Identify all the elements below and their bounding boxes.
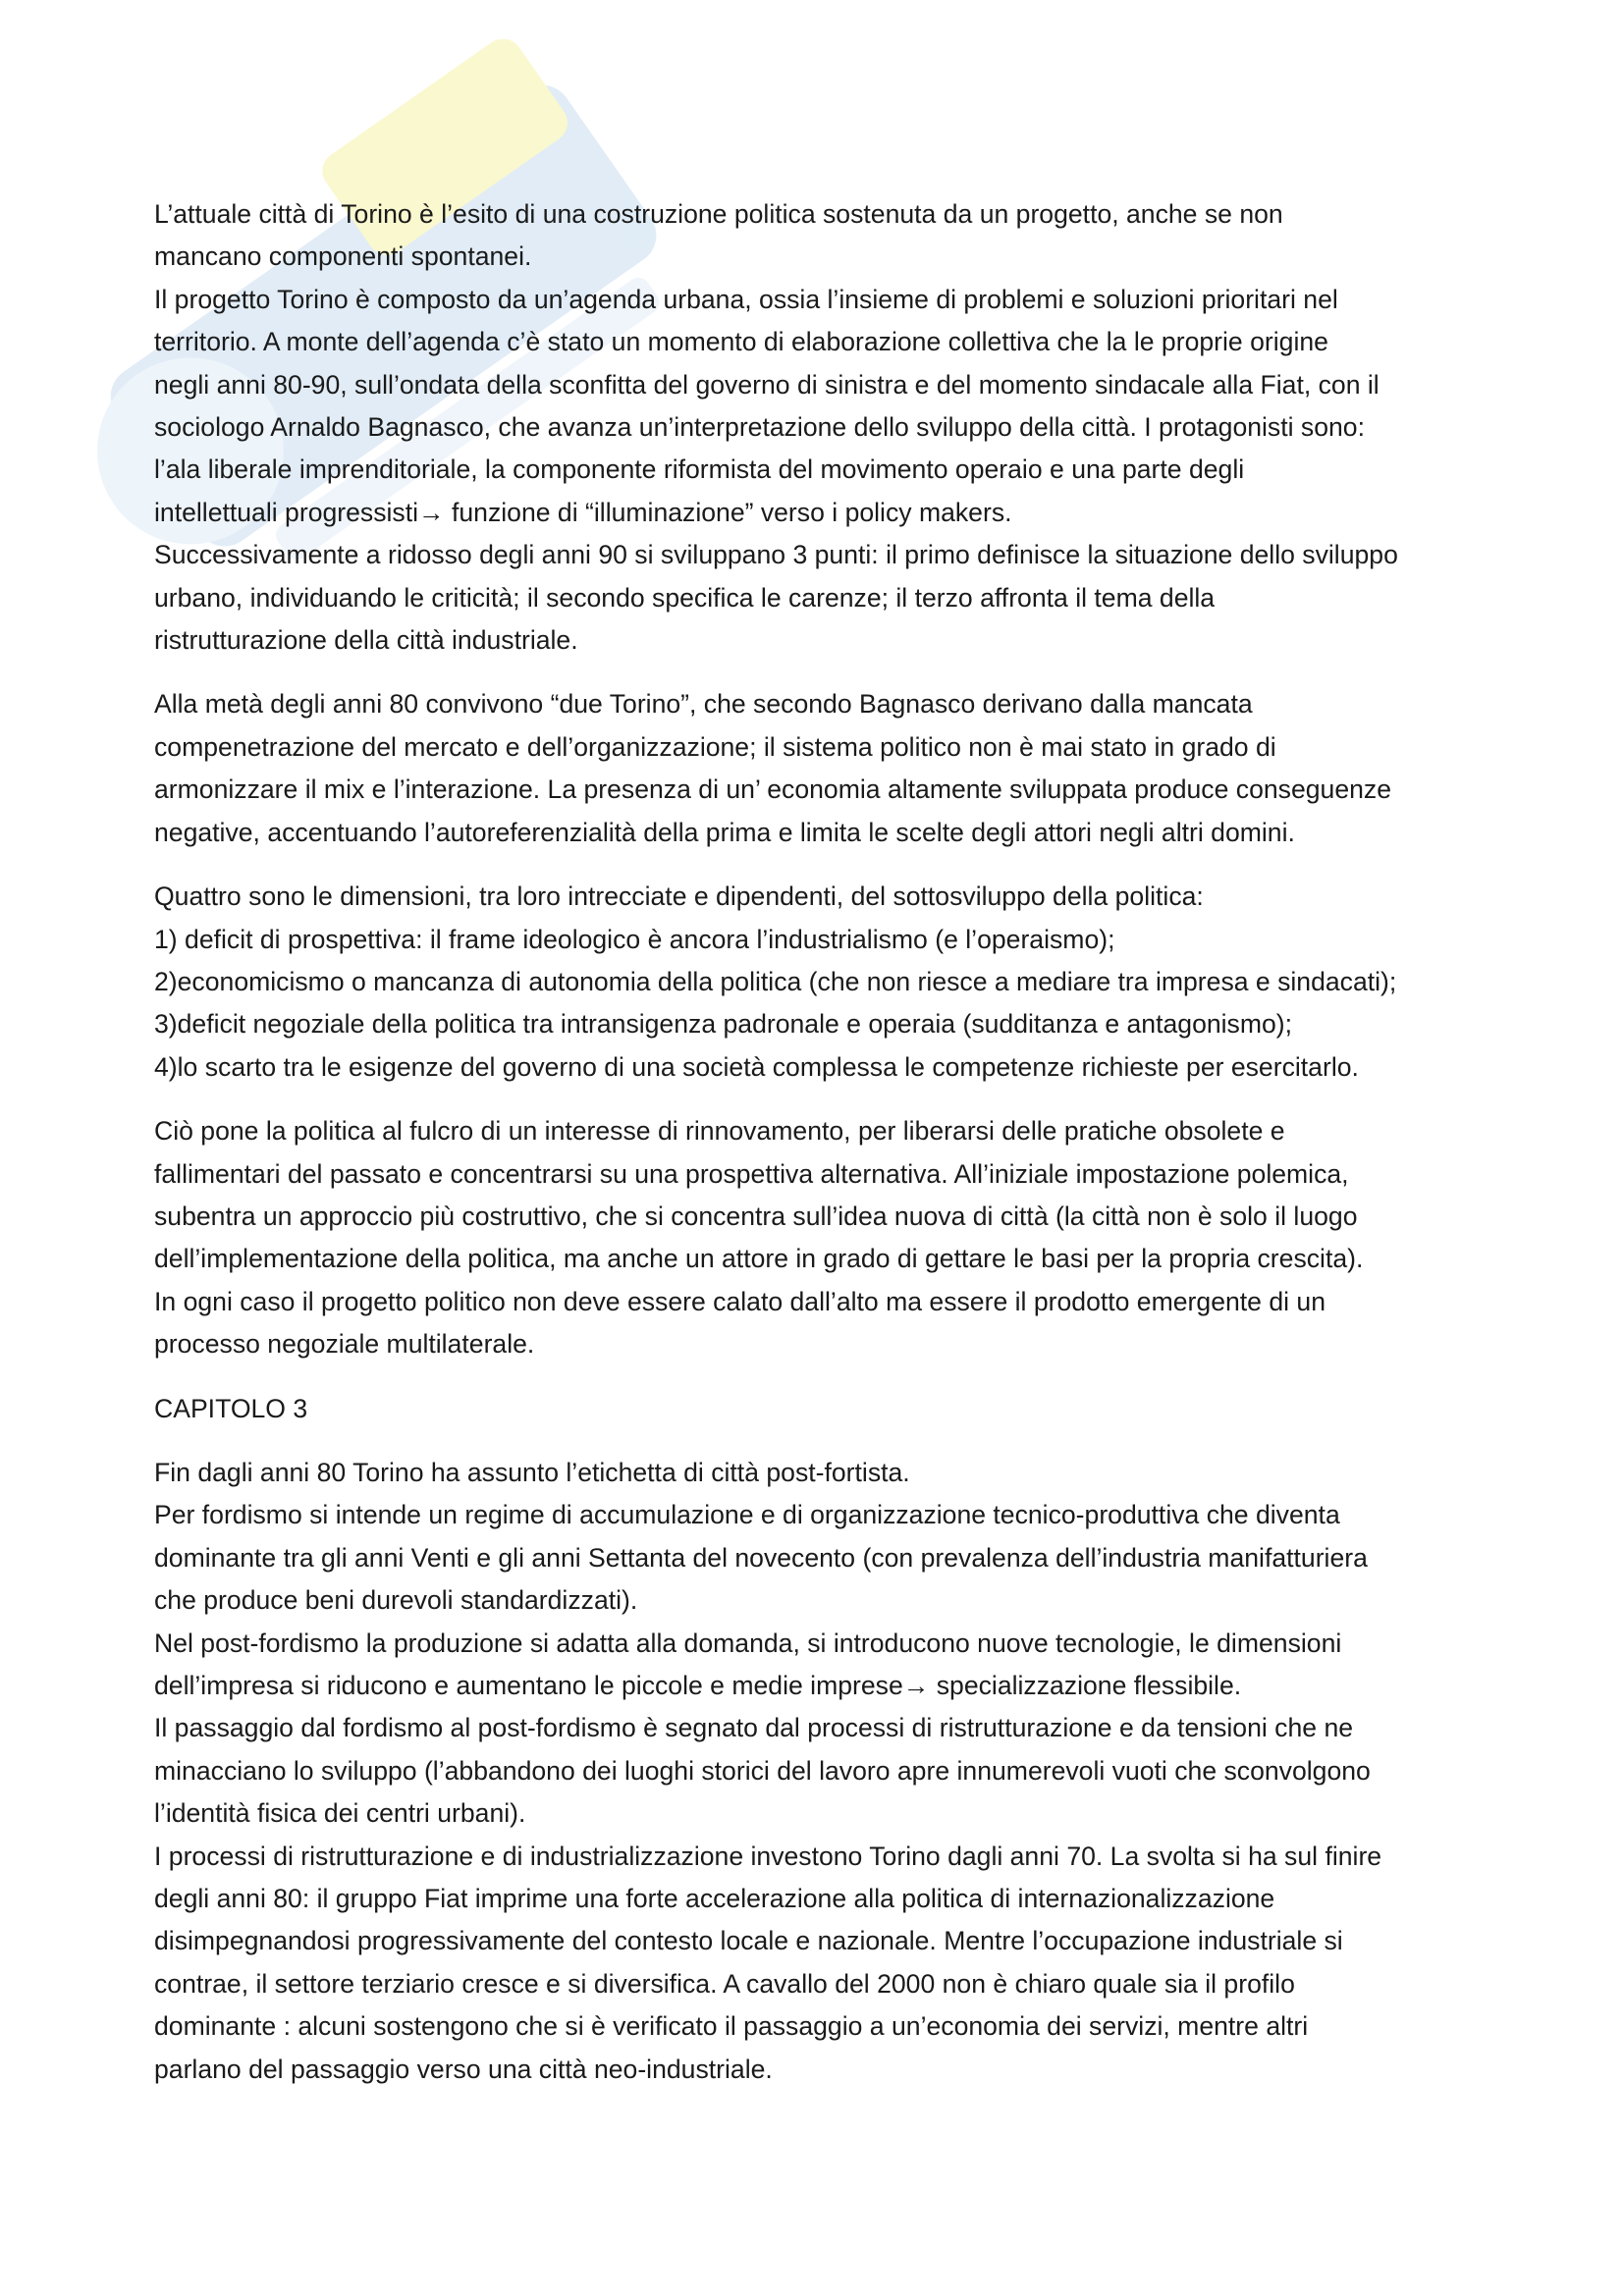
text-line: mancano componenti spontanei. [154, 241, 532, 272]
text-line: processo negoziale multilaterale. [154, 1329, 535, 1360]
text-line: Ciò pone la politica al fulcro di un interesse di rinnovamento, per liberarsi delle pratiche obsolete e [154, 1116, 1285, 1147]
text-line: 3)deficit negoziale della politica tra intransigenza padronale e operaia (sudditanza e antagonismo); [154, 1009, 1293, 1040]
text-line: parlano del passaggio verso una città neo-industriale. [154, 2054, 773, 2084]
text-line: disimpegnandosi progressivamente del contesto locale e nazionale. Mentre l’occupazione industriale si [154, 1926, 1343, 1956]
text-line: Alla metà degli anni 80 convivono “due Torino”, che secondo Bagnasco derivano dalla mancata [154, 689, 1253, 720]
text-line: fallimentari del passato e concentrarsi su una prospettiva alternativa. All’iniziale impostazione polemica, [154, 1158, 1349, 1189]
text-line: L’attuale città di Torino è l’esito di una costruzione politica sostenuta da un progetto, anche se non [154, 199, 1283, 229]
text-line: che produce beni durevoli standardizzati). [154, 1585, 638, 1616]
text-line: l’identità fisica dei centri urbani). [154, 1798, 526, 1829]
text-line: 1) deficit di prospettiva: il frame ideologico è ancora l’industrialismo (e l’operaismo); [154, 924, 1115, 954]
paragraph [154, 1110, 1480, 1365]
text-line: dominante : alcuni sostengono che si è verificato il passaggio a un’economia dei servizi, mentre altri [154, 2011, 1309, 2042]
text-line: Successivamente a ridosso degli anni 90 si sviluppano 3 punti: il primo definisce la situazione dello sviluppo [154, 540, 1398, 570]
text-line: In ogni caso il progetto politico non deve essere calato dall’alto ma essere il prodotto emergente di un [154, 1286, 1326, 1316]
paragraph [154, 683, 1480, 854]
text-line: Il progetto Torino è composto da un’agenda urbana, ossia l’insieme di problemi e soluzioni prioritari nel [154, 284, 1338, 314]
text-line: degli anni 80: il gruppo Fiat imprime una forte accelerazione alla politica di internazionalizzazione [154, 1884, 1275, 1914]
text-line: 2)economicismo o mancanza di autonomia della politica (che non riesce a mediare tra impresa e sindacati); [154, 966, 1397, 996]
text-line: territorio. A monte dell’agenda c’è stato un momento di elaborazione collettiva che la le proprie origine [154, 327, 1328, 357]
text-line: Il passaggio dal fordismo al post-fordismo è segnato dal processi di ristrutturazione e da tensioni che ne [154, 1713, 1354, 1743]
paragraph [154, 876, 1480, 1089]
text-line: contrae, il settore terziario cresce e si diversifica. A cavallo del 2000 non è chiaro quale sia il profilo [154, 1968, 1295, 1999]
text-line: Nel post-fordismo la produzione si adatta alla domanda, si introducono nuove tecnologie, le dimensioni [154, 1628, 1342, 1658]
text-line: Fin dagli anni 80 Torino ha assunto l’etichetta di città post-fortista. [154, 1457, 910, 1487]
text-line: Quattro sono le dimensioni, tra loro intrecciate e dipendenti, del sottosviluppo della politica: [154, 881, 1204, 912]
text-line: compenetrazione del mercato e dell’organizzazione; il sistema politico non è mai stato in grado di [154, 731, 1276, 762]
text-line: Per fordismo si intende un regime di accumulazione e di organizzazione tecnico-produttiva che diventa [154, 1500, 1340, 1530]
document-body [154, 193, 1480, 2112]
text-line: sociologo Arnaldo Bagnasco, che avanza un’interpretazione dello sviluppo della città. I protagonisti sono: [154, 412, 1365, 443]
text-line: negli anni 80-90, sull’ondata della sconfitta del governo di sinistra e del momento sindacale alla Fiat, con il [154, 369, 1380, 400]
paragraph [154, 1452, 1480, 2091]
text-line: dell’impresa si riducono e aumentano le piccole e medie imprese→ specializzazione flessibile. [154, 1671, 1242, 1700]
text-line: ristrutturazione della città industriale. [154, 625, 578, 656]
text-line: dominante tra gli anni Venti e gli anni Settanta del novecento (con prevalenza dell’industria manifatturiera [154, 1542, 1368, 1573]
text-line: 4)lo scarto tra le esigenze del governo di una società complessa le competenze richieste per esercitarlo. [154, 1051, 1359, 1082]
text-line: negative, accentuando l’autoreferenzialità della prima e limita le scelte degli attori negli altri domini. [154, 817, 1295, 847]
text-line: subentra un approccio più costruttivo, che si concentra sull’idea nuova di città (la città non è solo il luogo [154, 1201, 1358, 1231]
text-line: l’ala liberale imprenditoriale, la componente riformista del movimento operaio e una parte degli [154, 454, 1245, 485]
text-line: dell’implementazione della politica, ma anche un attore in grado di gettare le basi per la propria crescita). [154, 1244, 1364, 1274]
text-line: minacciano lo sviluppo (l’abbandono dei luoghi storici del lavoro apre innumerevoli vuoti che sconvolgono [154, 1755, 1371, 1786]
text-line: CAPITOLO 3 [154, 1393, 308, 1423]
text-line: I processi di ristrutturazione e di industrializzazione investono Torino dagli anni 70. La svolta si ha sul finire [154, 1841, 1382, 1871]
paragraph [154, 1388, 1480, 1430]
text-line: intellettuali progressisti→ funzione di “illuminazione” verso i policy makers. [154, 497, 1012, 527]
paragraph [154, 193, 1480, 662]
text-line: urbano, individuando le criticità; il secondo specifica le carenze; il terzo affronta il tema della [154, 582, 1216, 613]
text-line: armonizzare il mix e l’interazione. La presenza di un’ economia altamente sviluppata produce conseguenze [154, 774, 1391, 805]
